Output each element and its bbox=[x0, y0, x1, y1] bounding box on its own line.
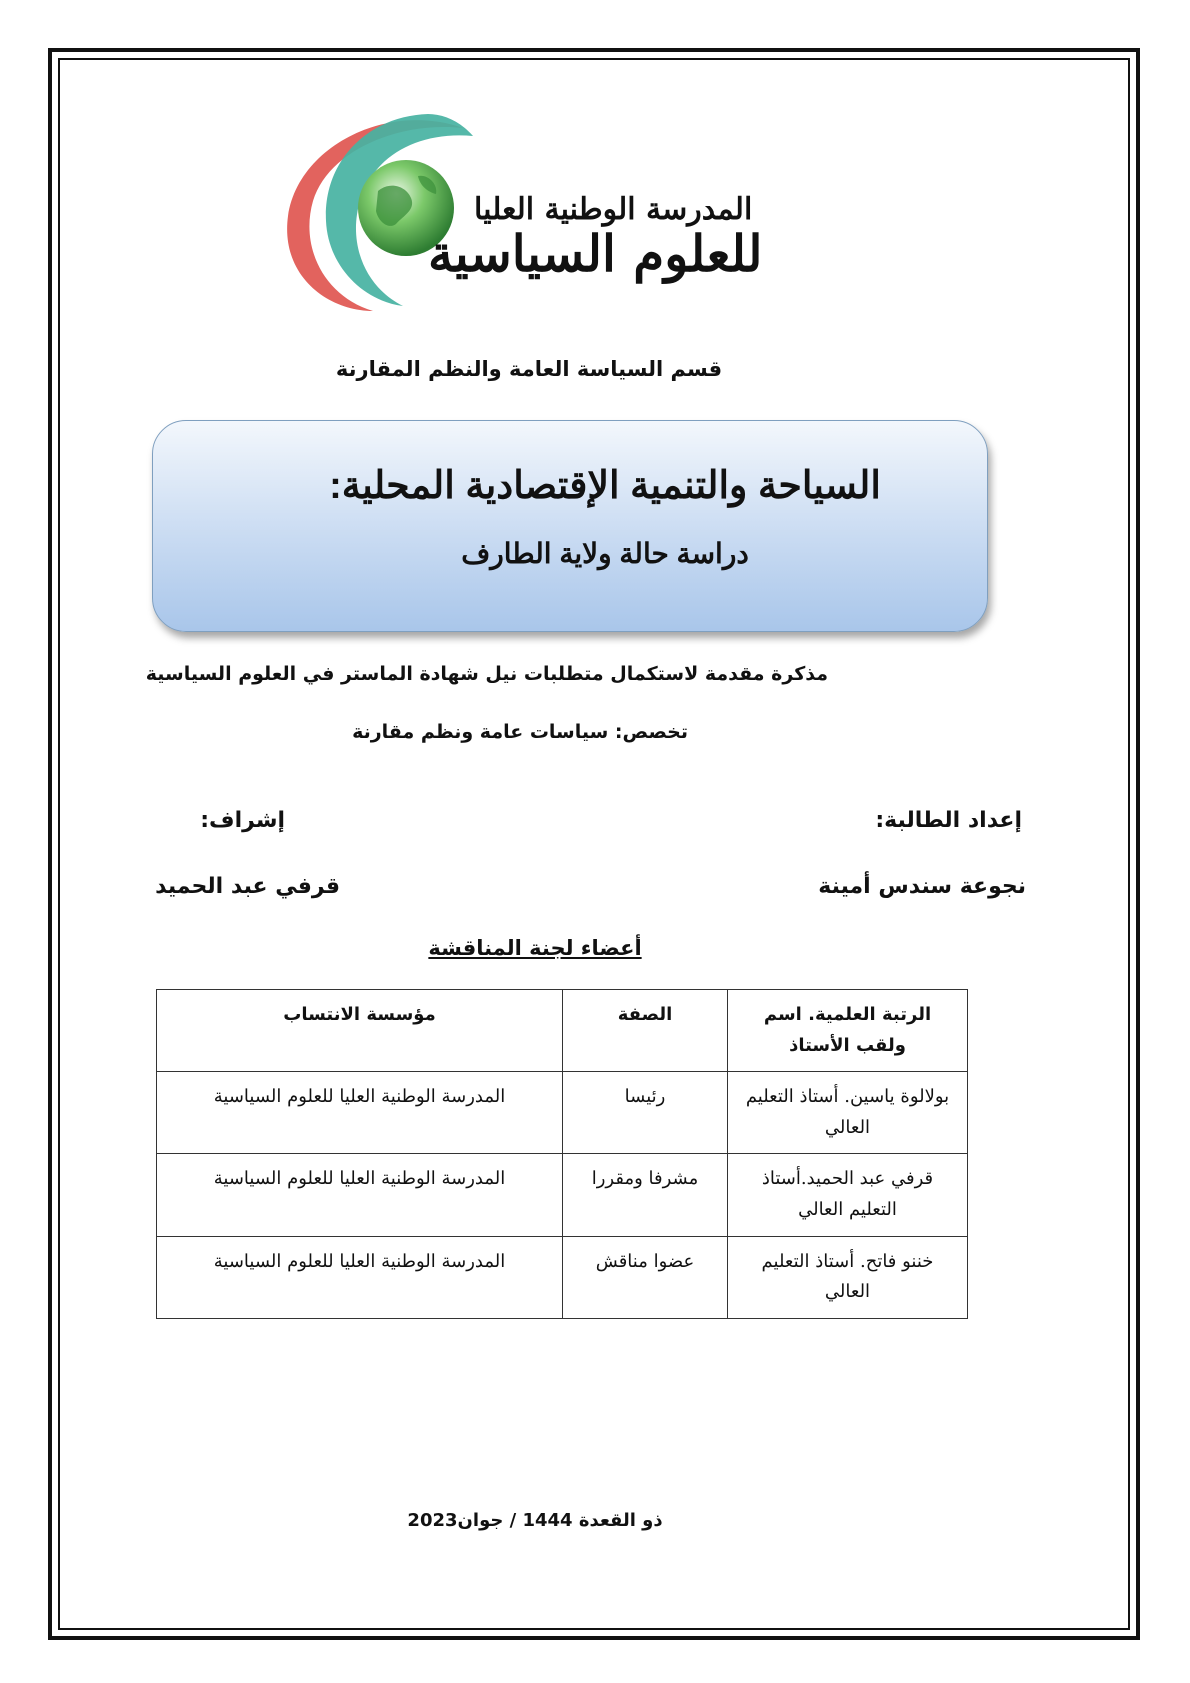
member-institution: المدرسة الوطنية العليا للعلوم السياسية bbox=[157, 1154, 563, 1236]
member-role: مشرفا ومقررا bbox=[563, 1154, 728, 1236]
specialization: تخصص: سياسات عامة ونظم مقارنة bbox=[352, 721, 688, 743]
school-logo bbox=[278, 106, 848, 316]
logo-text-school: المدرسة الوطنية العليا bbox=[474, 192, 753, 227]
member-role: رئيسا bbox=[563, 1072, 728, 1154]
member-institution: المدرسة الوطنية العليا للعلوم السياسية bbox=[157, 1072, 563, 1154]
committee-title bbox=[0, 936, 1070, 960]
thesis-title: السياحة والتنمية الإقتصادية المحلية: bbox=[329, 465, 881, 507]
member-name: بولالوة ياسين. أستاذ التعليم العالي bbox=[728, 1072, 968, 1154]
logo-text-political-science: للعلوم السياسية bbox=[428, 224, 763, 283]
thesis-subtitle: دراسة حالة ولاية الطارف bbox=[461, 538, 749, 569]
committee-title-text: أعضاء لجنة المناقشة bbox=[428, 936, 642, 960]
table-header-row bbox=[157, 990, 968, 1072]
member-name: خننو فاتح. أستاذ التعليم العالي bbox=[728, 1236, 968, 1318]
member-institution: المدرسة الوطنية العليا للعلوم السياسية bbox=[157, 1236, 563, 1318]
table-row bbox=[157, 1236, 968, 1318]
header-institution: مؤسسة الانتساب bbox=[157, 990, 563, 1072]
header-role: الصفة bbox=[563, 990, 728, 1072]
member-name: قرفي عبد الحميد.أستاذ التعليم العالي bbox=[728, 1154, 968, 1236]
student-label: إعداد الطالبة: bbox=[875, 808, 1022, 833]
thesis-title-box bbox=[152, 420, 988, 632]
department-title: قسم السياسة العامة والنظم المقارنة bbox=[335, 357, 723, 381]
supervisor-label: إشراف: bbox=[200, 808, 285, 833]
memo-statement: مذكرة مقدمة لاستكمال متطلبات نيل شهادة الماستر في العلوم السياسية bbox=[145, 663, 828, 685]
supervisor-name: قرفي عبد الحميد bbox=[155, 874, 340, 899]
student-name: نجوعة سندس أمينة bbox=[818, 874, 1026, 899]
header-rank-name: الرتبة العلمية. اسم ولقب الأستاذ bbox=[728, 990, 968, 1072]
submission-date: ذو القعدة 1444 / جوان2023 bbox=[407, 1510, 663, 1531]
table-row bbox=[157, 1154, 968, 1236]
member-role: عضوا مناقش bbox=[563, 1236, 728, 1318]
committee-table bbox=[156, 989, 968, 1319]
table-row bbox=[157, 1072, 968, 1154]
